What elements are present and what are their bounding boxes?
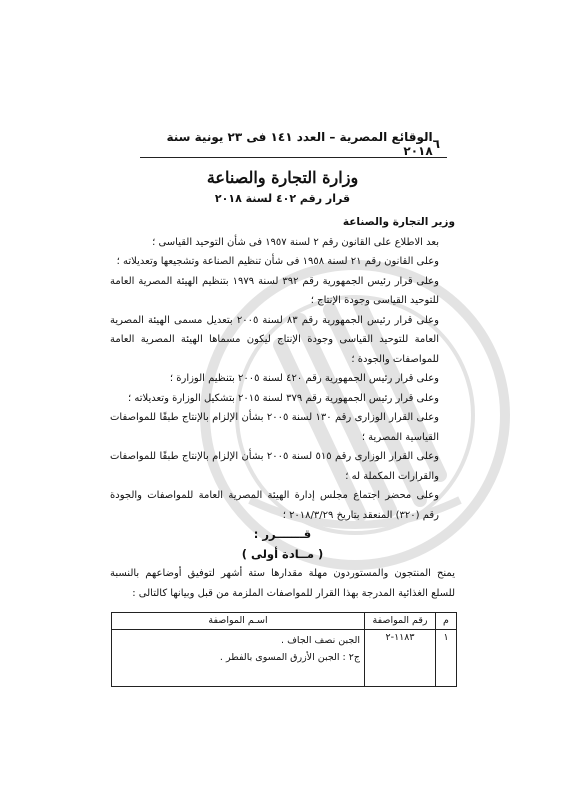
article-title: ( مــادة أولى ): [241, 546, 324, 561]
preamble-paragraph: وعلى قرار رئيس الجمهورية رقم ٣٩٢ لسنة ١٩٧٩ بتنظيم الهيئة المصرية العامة للتوحيد القياسى وجودة الإنتاج ؛: [110, 275, 439, 306]
ministry-title: وزارة التجارة والصناعة: [206, 168, 359, 187]
article-text: يمنح المنتجون والمستوردون مهلة مقدارها ستة أشهر لتوفيق أوضاعهم بالنسبة للسلع الغذائية المدرجة بهذا القرار للمواصفات الملزمة من قبل وبيانها كالتالى :: [110, 568, 455, 599]
decides-heading: قـــــــرر :: [253, 527, 312, 541]
preamble-paragraph: وعلى محضر اجتماع مجلس إدارة الهيئة المصرية العامة للمواصفات والجودة رقم (٣٢٠) المنعقد بتاريخ ٢٠١٨/٣/٢٩ ؛: [110, 490, 439, 521]
preamble-paragraph: وعلى قرار رئيس الجمهورية رقم ٨٣ لسنة ٢٠٠٥ بتعديل مسمى الهيئة المصرية العامة للتوحيد القياسى وجودة الإنتاج ليكون مسماها الهيئة المصرية العامة للمواصفات والجودة ؛: [110, 314, 439, 365]
spec-name-line: ج٢ : الجبن الأزرق المسوى بالفطر .: [219, 652, 360, 663]
decree-number: قرار رقم ٤٠٢ لسنة ٢٠١٨: [214, 192, 351, 205]
decree-body: [110, 213, 455, 603]
preamble-paragraph: وعلى القرار الوزارى رقم ١٣٠ لسنة ٢٠٠٥ بشأن الإلزام بالإنتاج طبقًا للمواصفات القياسية المصرية ؛: [110, 412, 439, 443]
running-header: [140, 130, 440, 158]
table-header-row: [112, 613, 457, 630]
table-row: [112, 630, 457, 687]
row-index: ١: [436, 630, 457, 687]
running-title: الوقائع المصرية – العدد ١٤١ فى ٢٣ يونية سنة ٢٠١٨: [166, 130, 433, 158]
column-header-spec-name: اسـم المواصفة: [112, 613, 365, 630]
spec-number-cell: ١١٨٣-٢: [365, 630, 436, 687]
preamble-paragraph: وعلى القانون رقم ٢١ لسنة ١٩٥٨ فى شأن تنظيم الصناعة وتشجيعها وتعديلاته ؛: [116, 256, 439, 267]
header-rule: [140, 157, 447, 158]
specifications-table: [111, 612, 457, 687]
preamble-paragraph: بعد الاطلاع على القانون رقم ٢ لسنة ١٩٥٧ فى شأن التوحيد القياسى ؛: [152, 236, 439, 248]
preamble-paragraph: وعلى قرار رئيس الجمهورية رقم ٤٢٠ لسنة ٢٠٠٥ بتنظيم الوزارة ؛: [169, 373, 439, 384]
spec-name-line: الجبن نصف الجاف .: [281, 635, 360, 646]
spec-name-cell: [112, 630, 365, 687]
column-header-m: م: [436, 613, 457, 630]
column-header-spec-number: رقم المواصفة: [365, 613, 436, 630]
preamble-paragraph: وعلى قرار رئيس الجمهورية رقم ٣٧٩ لسنة ٢٠١٥ بتشكيل الوزارة وتعديلاته ؛: [127, 392, 439, 404]
page-number: ٦: [432, 137, 440, 151]
signer-title: وزير التجارة والصناعة: [342, 216, 455, 228]
preamble-paragraph: وعلى القرار الوزارى رقم ٥١٥ لسنة ٢٠٠٥ بشأن الإلزام بالإنتاج طبقًا للمواصفات والقرارات المكملة له ؛: [110, 451, 439, 482]
